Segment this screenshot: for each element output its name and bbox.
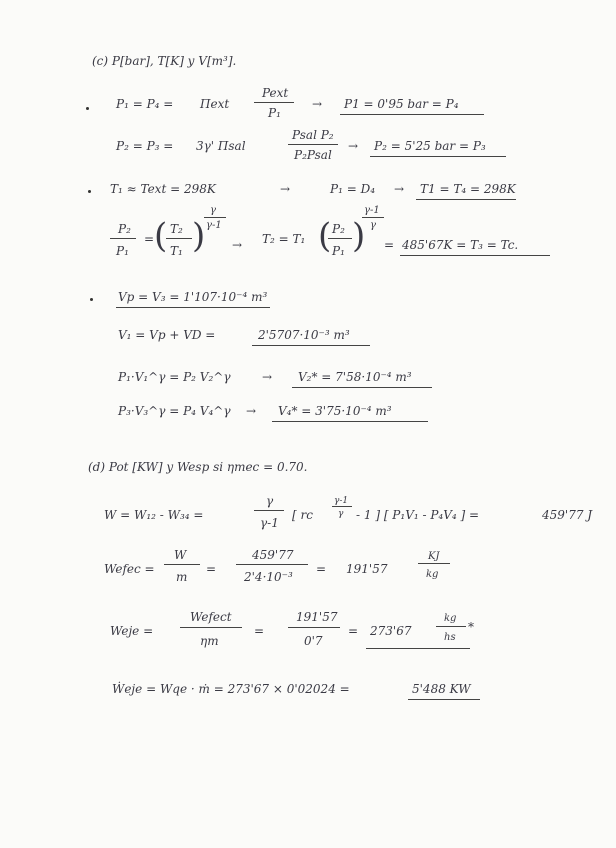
eq-sign: = — [384, 238, 395, 252]
frac-p1: P₁ — [116, 244, 129, 258]
weje-num2: 191'57 — [296, 610, 338, 624]
section-c-header: (c) P[bar], T[K] y V[m³]. — [92, 54, 237, 68]
vp-line: Vp = V₃ = 1'107·10⁻⁴ m³ — [118, 290, 268, 304]
paren-right: ) — [192, 216, 206, 256]
frac-t1: T₁ — [170, 244, 183, 258]
adiab2-lhs: P₃·V₃^γ = P₄ V₄^γ — [118, 404, 231, 418]
t1-line: T₁ ≈ Text = 298K — [110, 182, 216, 196]
section-d-header: (d) Pot [KW] y Wesp si ηmec = 0.70. — [88, 460, 308, 474]
t2-lhs: T₂ = T₁ — [262, 232, 306, 246]
w-frac-num: γ — [266, 494, 274, 508]
t1-underline — [416, 199, 516, 200]
eq-sign: = — [348, 624, 359, 638]
frac-line — [180, 627, 242, 628]
exp2-den: γ — [370, 220, 376, 231]
frac-line — [110, 238, 136, 239]
p1-frac-line — [254, 102, 294, 103]
adiab1-underline — [292, 387, 432, 388]
w-bracket-rc: [ rc — [292, 508, 313, 522]
wefec-unit-den: kg — [426, 569, 439, 580]
frac-line — [166, 238, 192, 239]
w-bracket-rest: - 1 ] [ P₁V₁ - P₄V₄ ] = — [356, 508, 480, 522]
p2-underline — [370, 156, 506, 157]
frac-line — [436, 626, 466, 627]
adiab2-arrow: → — [246, 404, 257, 418]
p2-lhs: P₂ = P₃ = — [116, 139, 174, 153]
p1-lhs: P₁ = P₄ = — [116, 97, 174, 111]
weje-star: * — [468, 620, 474, 634]
paren-right: ) — [352, 216, 366, 256]
weje-unit-num: kg — [444, 613, 457, 624]
frac-p2b: P₂ — [332, 222, 345, 236]
v1-lhs: V₁ = Vp + VD = — [118, 328, 216, 342]
adiab1-lhs: P₁·V₁^γ = P₂ V₂^γ — [118, 370, 231, 384]
t1-arrow2: → — [394, 182, 405, 196]
frac-line — [254, 510, 284, 511]
weje-result: 273'67 — [370, 624, 412, 638]
eq-sign: = — [316, 562, 327, 576]
w-result: 459'77 J — [542, 508, 593, 522]
adiab1-result: V₂* = 7'58·10⁻⁴ m³ — [298, 370, 412, 384]
frac-p1b: P₁ — [332, 244, 345, 258]
p1-arrow: → — [312, 97, 323, 111]
pi-ext: Πext — [200, 97, 230, 111]
paren-left: ( — [154, 216, 168, 256]
wefec-den2: 2'4·10⁻³ — [244, 570, 293, 584]
p1-frac-den: P₁ — [268, 106, 281, 120]
frac-p2: P₂ — [118, 222, 131, 236]
eq-sign: = — [144, 232, 155, 246]
adiab2-result: V₄* = 3'75·10⁻⁴ m³ — [278, 404, 392, 418]
arrow: → — [232, 238, 243, 252]
pi-sal: 3γ' Πsal — [196, 139, 246, 153]
vp-underline — [116, 307, 270, 308]
p2-frac-den: P₂Psal — [294, 148, 332, 162]
frac-line — [288, 627, 340, 628]
t1-mid: P₁ = D₄ — [330, 182, 375, 196]
exp-num: γ — [210, 205, 216, 216]
frac-line — [164, 564, 200, 565]
weje-underline — [366, 648, 470, 649]
p1-frac-num: Pext — [262, 86, 289, 100]
v1-underline — [252, 345, 370, 346]
paren-left: ( — [318, 216, 332, 256]
w-exp-num: γ-1 — [334, 496, 349, 506]
weje-den2: 0'7 — [304, 634, 323, 648]
frac-line — [328, 238, 352, 239]
adiab2-underline — [272, 421, 428, 422]
wefec-den: m — [176, 570, 188, 584]
eq-sign: = — [206, 562, 217, 576]
frac-line — [204, 217, 226, 218]
wdot-underline — [408, 699, 480, 700]
p1-result: P1 = 0'95 bar = P₄ — [344, 97, 459, 111]
weje-den: ηm — [200, 634, 219, 648]
w-exp-den: γ — [338, 509, 344, 519]
t1-arrow: → — [280, 182, 291, 196]
frac-line — [236, 564, 308, 565]
eq-sign: = — [254, 624, 265, 638]
wdot-lhs: Ẇeje = Wqe · ṁ = 273'67 × 0'02024 = — [112, 682, 350, 696]
wefec-unit-num: KJ — [428, 551, 440, 562]
wdot-result: 5'488 KW — [412, 682, 471, 696]
adiab1-arrow: → — [262, 370, 273, 384]
v1-result: 2'5707·10⁻³ m³ — [258, 328, 350, 342]
frac-line — [362, 217, 384, 218]
wefec-num: W — [174, 548, 187, 562]
weje-unit-den: hs — [444, 632, 456, 643]
w-frac-den: γ-1 — [260, 516, 279, 530]
bullet — [86, 107, 89, 110]
frac-t2: T₂ — [170, 222, 183, 236]
frac-line — [418, 563, 450, 564]
bullet — [90, 298, 93, 301]
t2-underline — [400, 255, 550, 256]
wefec-lhs: Wefec = — [104, 562, 155, 576]
t1-result: T1 = T₄ = 298K — [420, 182, 516, 196]
bullet — [88, 190, 91, 193]
p1-underline — [340, 114, 484, 115]
wefec-num2: 459'77 — [252, 548, 294, 562]
p2-result: P₂ = 5'25 bar = P₃ — [374, 139, 486, 153]
w-lhs: W = W₁₂ - W₃₄ = — [104, 508, 204, 522]
weje-num: Wefect — [190, 610, 232, 624]
t2-result: 485'67K = T₃ = Tc. — [402, 238, 519, 252]
p2-frac-line — [288, 144, 338, 145]
exp-den: γ-1 — [206, 220, 222, 231]
p2-arrow: → — [348, 139, 359, 153]
p2-frac-num: Psal P₂ — [292, 128, 334, 142]
exp2-num: γ-1 — [364, 205, 380, 216]
weje-lhs: Weje = — [110, 624, 154, 638]
wefec-result: 191'57 — [346, 562, 388, 576]
